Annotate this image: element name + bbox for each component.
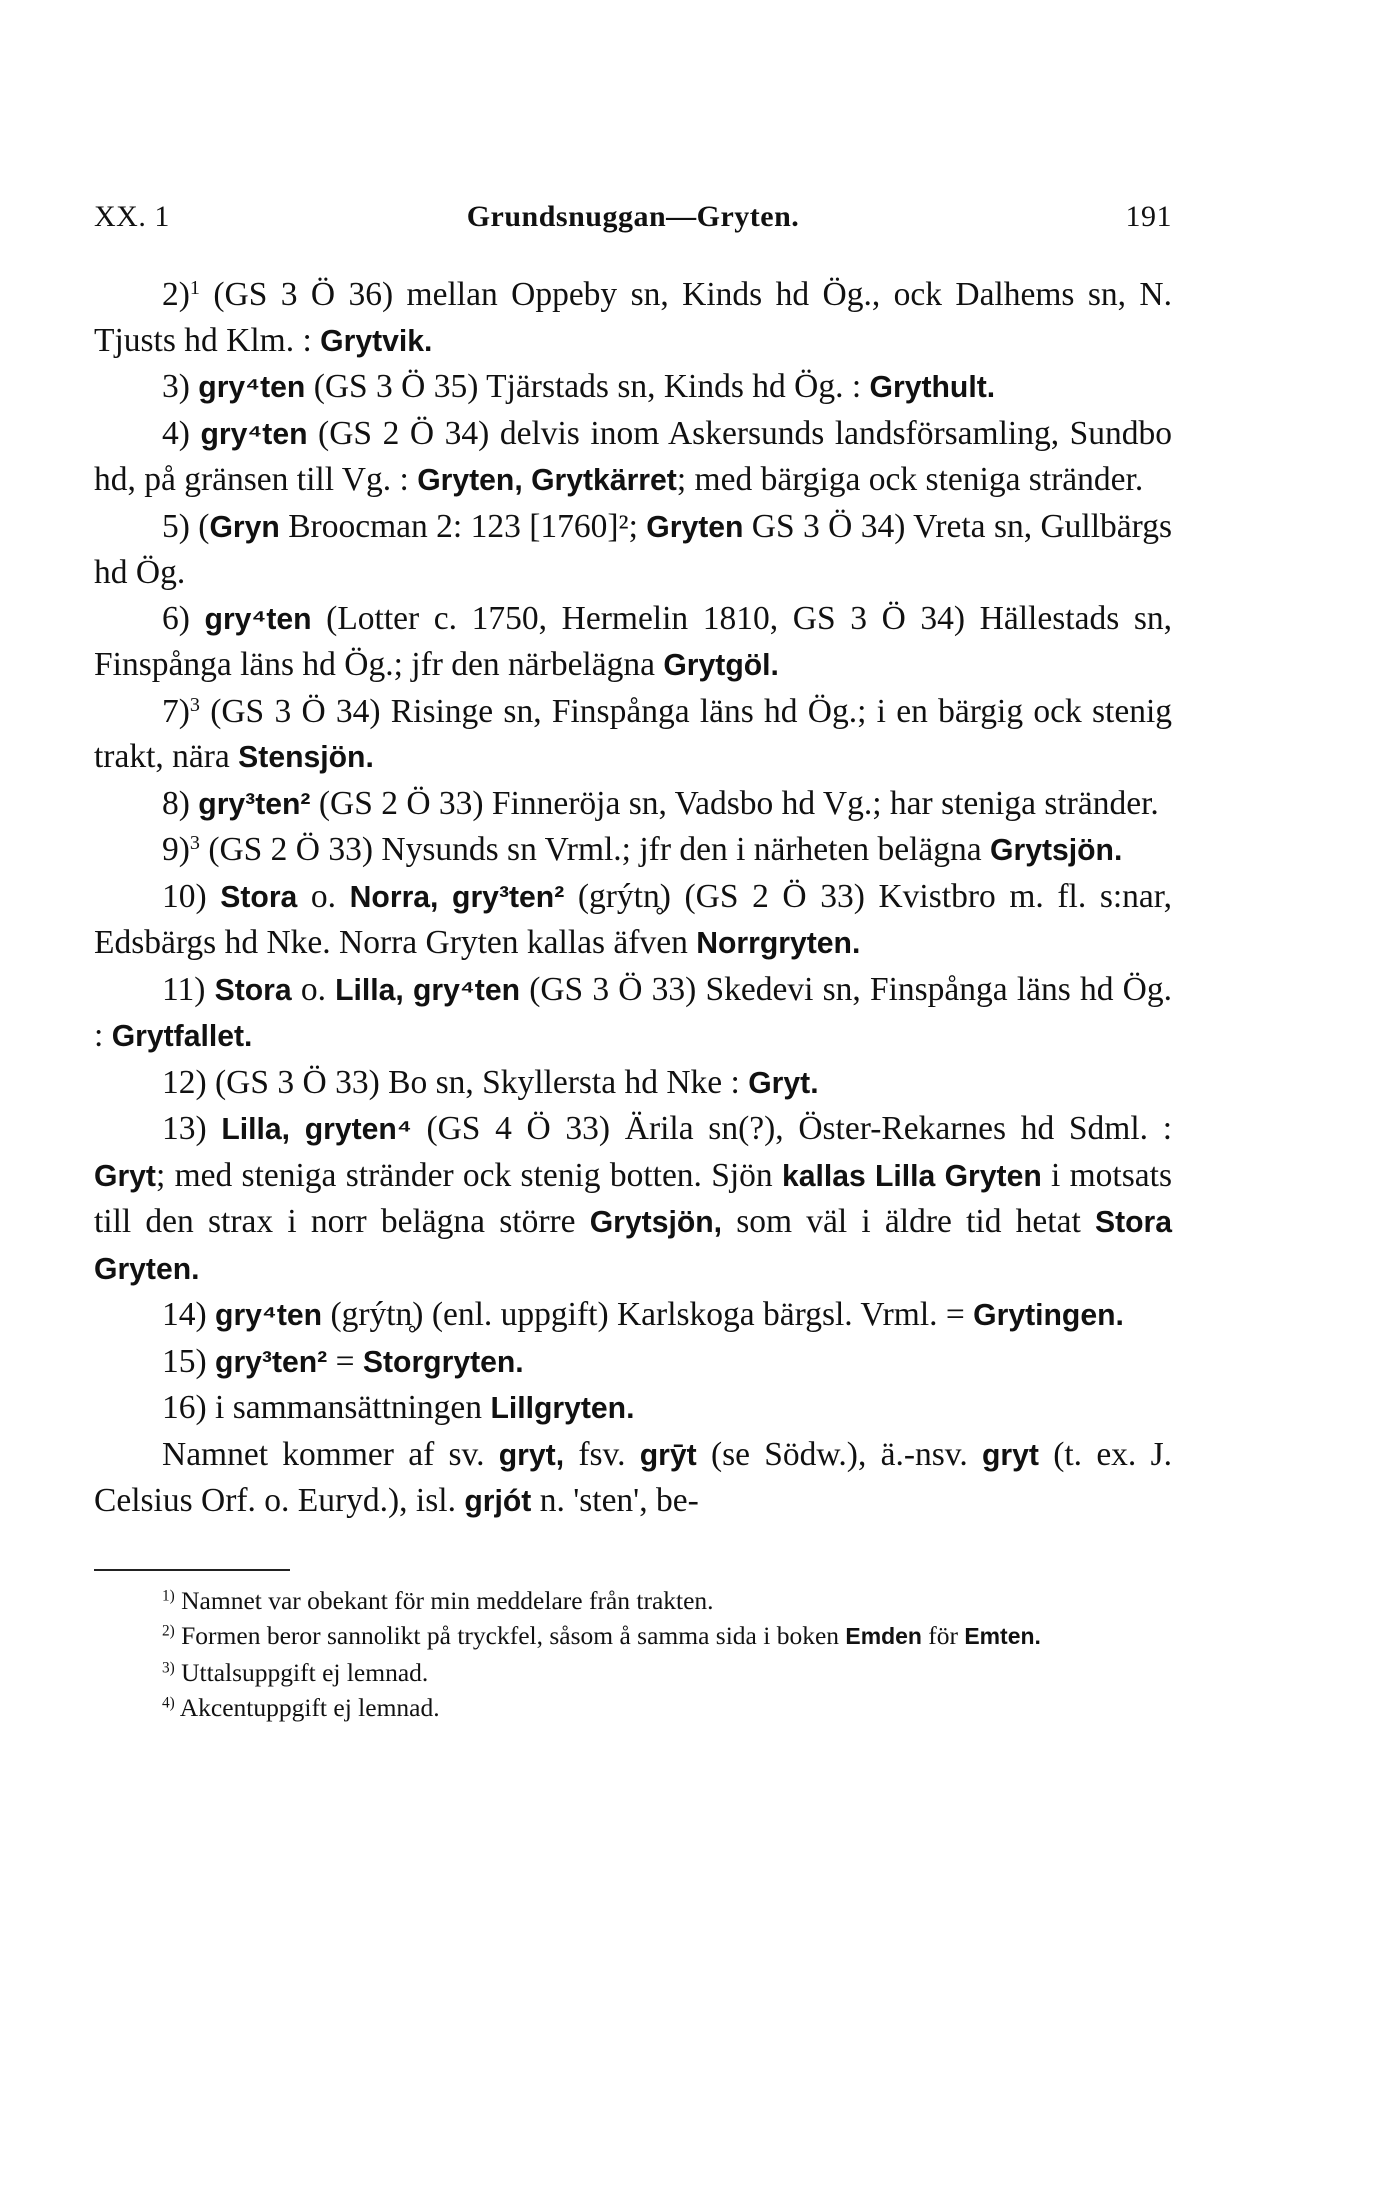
running-title: Grundsnuggan—Gryten.	[466, 200, 800, 233]
page	[94, 200, 1172, 1726]
footnote-4: $^{4)}$ Akcentuppgift ej lemnad.	[162, 1693, 440, 1722]
entry-16: 16) i sammansättningen Lillgryten.	[162, 1389, 635, 1426]
entry-5: 5) (Gryn Broocman 2: 123 [1760]²; Gryten GS 3 Ö 34) Vreta sn, Gullbärgs hd Ög.	[94, 507, 1173, 591]
entry-4: 4) gry⁴ten (GS 2 Ö 34) delvis inom Askersunds landsförsamling, Sundbo hd, på gränsen till Vg. : Gryten, Grytkärret; med bärgiga ock steniga stränder.	[94, 414, 1173, 498]
entry-12: 12) (GS 3 Ö 33) Bo sn, Skyllersta hd Nke : Gryt.	[162, 1063, 819, 1101]
footnote-1: $^{1)}$ Namnet var obekant för min meddelare från trakten.	[162, 1585, 714, 1615]
page-header	[94, 200, 1172, 244]
entry-10: 10) Stora o. Norra, gry³ten² (grýtn̥) (GS 2 Ö 33) Kvistbro m. fl. s:nar, Edsbärgs hd Nke. Norra Gryten kallas äfven Norrgryten.	[94, 877, 1172, 961]
footnote-3: $^{3)}$ Uttalsuppgift ej lemnad.	[162, 1657, 429, 1687]
entry-8: 8) gry³ten² (GS 2 Ö 33) Finneröja sn, Vadsbo hd Vg.; har steniga stränder.	[162, 784, 1159, 822]
entries-body	[94, 272, 1172, 1525]
entry-15: 15) gry³ten² = Storgryten.	[162, 1342, 524, 1380]
entry-3: 3) gry⁴ten (GS 3 Ö 35) Tjärstads sn, Kinds hd Ög. : Grythult.	[162, 368, 996, 405]
entry-7: 7)$^3$ (GS 3 Ö 34) Risinge sn, Finspånga läns hd Ög.; i en bärgig ock stenig trakt, nära Stensjön.	[94, 692, 1172, 775]
page-number: 191	[1125, 200, 1172, 233]
entry-2: 2)$^1$ (GS 3 Ö 36) mellan Oppeby sn, Kinds hd Ög., ock Dalhems sn, N. Tjusts hd Klm. : Grytvik.	[94, 276, 1172, 359]
entry-11: 11) Stora o. Lilla, gry⁴ten (GS 3 Ö 33) Skedevi sn, Finspånga läns hd Ög. : Grytfallet.	[94, 970, 1172, 1054]
entry-6: 6) gry⁴ten (Lotter c. 1750, Hermelin 1810, GS 3 Ö 34) Hällestads sn, Finspånga läns hd Ög.; jfr den närbelägna Grytgöl.	[94, 599, 1173, 683]
footnotes	[94, 1583, 1172, 1726]
footnote-divider	[94, 1569, 290, 1571]
entry-14: 14) gry⁴ten (grýtn̥) (enl. uppgift) Karlskoga bärgsl. Vrml. = Grytingen.	[162, 1296, 1124, 1333]
entry-9: 9)$^3$ (GS 2 Ö 33) Nysunds sn Vrml.; jfr den i närheten belägna Grytsjön.	[162, 831, 1123, 868]
entry-13: 13) Lilla, gryten⁴ (GS 4 Ö 33) Ärila sn(?), Öster-Rekarnes hd Sdml. : Gryt; med steniga stränder ock stenig botten. Sjön kallas Lilla Gryten i motsats till den strax i norr belägna större Grytsjön, som väl i äldre tid hetat Stora Gryten.	[94, 1110, 1173, 1286]
footnote-2: $^{2)}$ Formen beror sannolikt på tryckfel, såsom å samma sida i boken Emden för Emten.	[162, 1621, 1041, 1650]
etymology-paragraph: Namnet kommer af sv. gryt, fsv. grȳt (se Södw.), ä.-nsv. gryt (t. ex. J. Celsius Orf. o. Euryd.), isl. grjót n. 'sten', be-	[94, 1435, 1172, 1519]
section-number: XX. 1	[94, 200, 170, 233]
